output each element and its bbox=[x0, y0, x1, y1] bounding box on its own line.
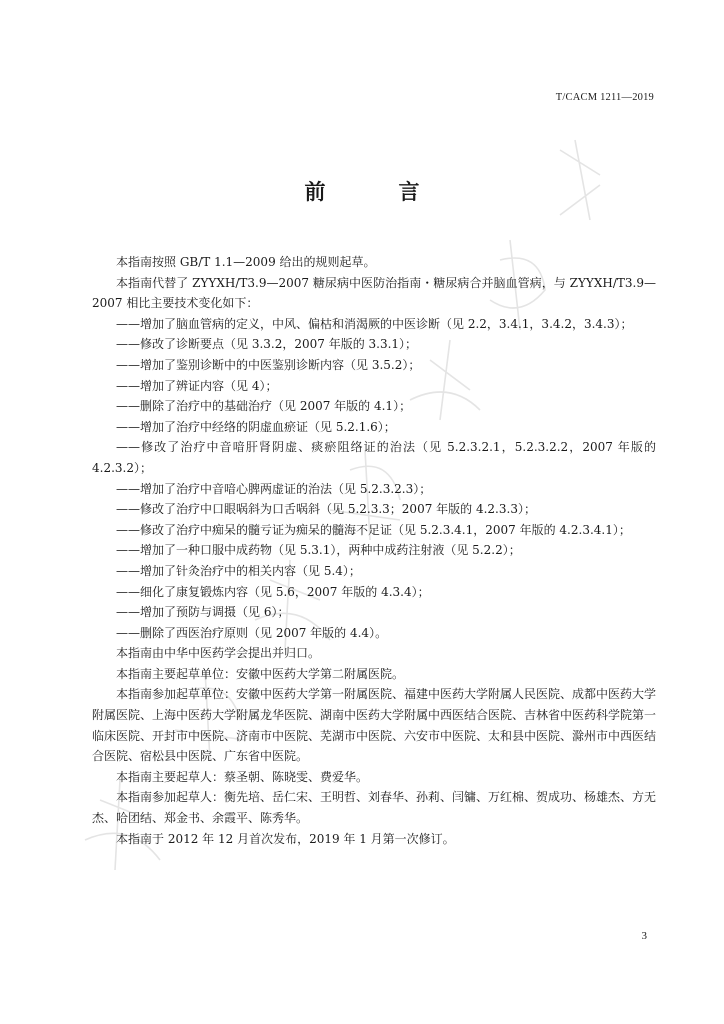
change-item: ——增加了脑血管病的定义，中风、偏枯和消渴厥的中医诊断（见 2.2，3.4.1，3.4.2，3.4.3）； bbox=[116, 316, 633, 331]
change-item: ——修改了治疗中音喑肝肾阴虚、痰瘀阻络证的治法（见 5.2.3.2.1，5.2.3.2.2，2007 年版的 4.2.3.2）； bbox=[92, 440, 656, 475]
paragraph: 本指南参加起草单位：安徽中医药大学第一附属医院、福建中医药大学附属人民医院、成都中医药大学附属医院、上海中医药大学附属龙华医院、湖南中医药大学附属中西医结合医院、吉林省中医药科学院第一临床医院、开封市中医院、济南市中医院、芜湖市中医院、六安市中医院、太和县中医院、滁州市中西医结合医院、宿松县中医院、广东省中医院。 bbox=[92, 687, 657, 764]
change-item: ——增加了一种口服中成药物（见 5.3.1），两种中成药注射液（见 5.2.2）； bbox=[116, 543, 521, 558]
paragraph: 本指南代替了 ZYYXH/T3.9—2007 糖尿病中医防治指南・糖尿病合并脑血管病，与 ZYYXH/T3.9—2007 相比主要技术变化如下： bbox=[92, 275, 656, 311]
change-item: ——删除了治疗中的基础治疗（见 2007 年版的 4.1）； bbox=[116, 399, 412, 414]
change-item: ——增加了针灸治疗中的相关内容（见 5.4）； bbox=[116, 563, 361, 578]
paragraph: 本指南主要起草单位：安徽中医药大学第二附属医院。 bbox=[116, 666, 405, 681]
change-item: ——删除了西医治疗原则（见 2007 年版的 4.4）。 bbox=[116, 625, 388, 640]
page-title: 前 言 bbox=[304, 180, 446, 204]
paragraph: 本指南于 2012 年 12 月首次发布，2019 年 1 月第一次修订。 bbox=[116, 831, 455, 846]
paragraph: 本指南按照 GB/T 1.1—2009 给出的规则起草。 bbox=[116, 255, 376, 269]
change-item: ——修改了治疗中痴呆的髓亏证为痴呆的髓海不足证（见 5.2.3.4.1，2007 年版的 4.2.3.4.1）； bbox=[116, 522, 631, 537]
paragraph: 本指南由中华中医药学会提出并归口。 bbox=[116, 646, 321, 661]
foreword-body bbox=[92, 252, 656, 849]
change-item: ——增加了鉴别诊断中的中医鉴别诊断内容（见 3.5.2）； bbox=[116, 357, 421, 372]
page-number: 3 bbox=[641, 930, 647, 942]
change-item: ——增加了预防与调摄（见 6）； bbox=[116, 605, 290, 620]
change-item: ——细化了康复锻炼内容（见 5.6，2007 年版的 4.3.4）； bbox=[116, 584, 430, 599]
change-item: ——增加了治疗中经络的阴虚血瘀证（见 5.2.1.6）； bbox=[116, 419, 396, 434]
standard-code: T/CACM 1211—2019 bbox=[555, 92, 654, 103]
paragraph: 本指南主要起草人：蔡圣朝、陈晓雯、费爱华。 bbox=[116, 769, 369, 784]
change-item: ——增加了治疗中音喑心脾两虚证的治法（见 5.2.3.2.3）； bbox=[116, 481, 432, 496]
change-item: ——修改了治疗中口眼㖞斜为口舌㖞斜（见 5.2.3.3；2007 年版的 4.2.3.3）； bbox=[116, 502, 536, 517]
paragraph: 本指南参加起草人：衡先培、岳仁宋、王明哲、刘春华、孙莉、闫镛、万红棉、贺成功、杨雄杰、方无杰、哈团结、郑金书、余霞平、陈秀华。 bbox=[92, 790, 657, 826]
change-item: ——修改了诊断要点（见 3.3.2，2007 年版的 3.3.1）； bbox=[116, 337, 418, 352]
change-item: ——增加了辨证内容（见 4）； bbox=[116, 378, 278, 393]
